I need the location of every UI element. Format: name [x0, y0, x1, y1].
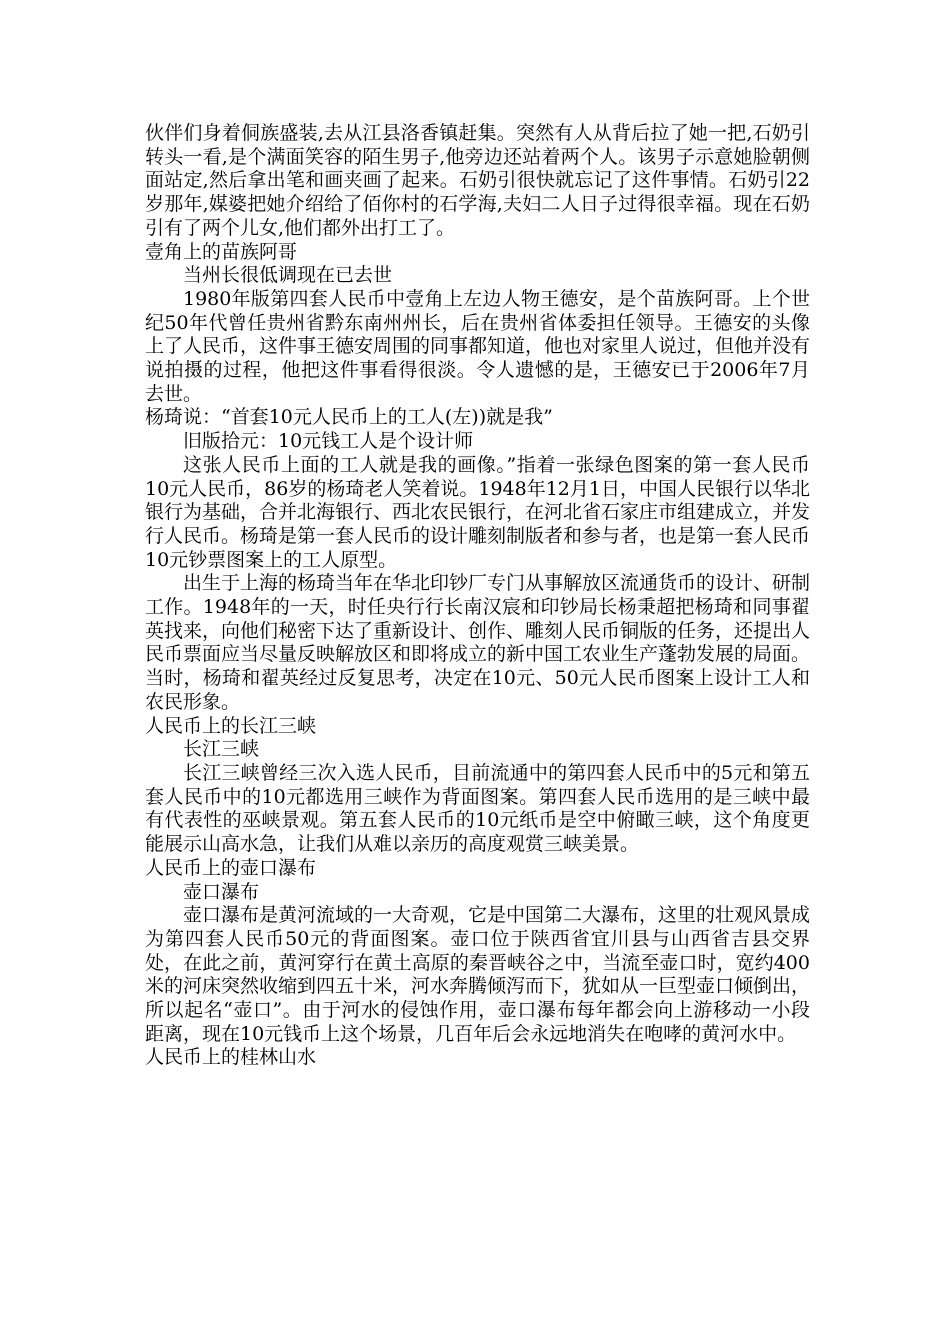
- paragraph-body: 长江三峡曾经三次入选人民币，目前流通中的第四套人民币中的5元和第五套人民币中的10元都选用三峡作为背面图案。第四套人民币选用的是三峡中最有代表性的巫峡景观。第五套人民币的10元纸币是空中俯瞰三峡，这个角度更能展示山高水急，让我们从难以亲历的高度观赏三峡美景。: [145, 761, 810, 856]
- section-subheading: 旧版拾元：10元钱工人是个设计师: [183, 430, 474, 453]
- paragraph-body: 壶口瀑布是黄河流域的一大奇观，它是中国第二大瀑布，这里的壮观风景成为第四套人民币50元的背面图案。壶口位于陕西省宜川县与山西省吉县交界处，在此之前，黄河穿行在黄土高原的秦晋峡谷之中，当流至壶口时，宽约400米的河床突然收缩到四五十米，河水奔腾倾泻而下，犹如从一巨型壶口倾倒出，所以起名“壶口”。由于河水的侵蚀作用，壶口瀑布每年都会向上游移动一小段距离，现在10元钱币上这个场景，几百年后会永远地消失在咆哮的黄河水中。: [145, 904, 811, 1045]
- section-heading: 人民币上的桂林山水: [145, 1046, 317, 1069]
- paragraph-body: 出生于上海的杨琦当年在华北印钞厂专门从事解放区流通货币的设计、研制工作。1948年的一天，时任央行行长南汉宸和印钞局长杨秉超把杨琦和同事翟英找来，向他们秘密下达了重新设计、创作、雕刻人民币铜版的任务，还提出人民币票面应当尽量反映解放区和即将成立的新中国工农业生产蓬勃发展的局面。当时，杨琦和翟英经过反复思考，决定在10元、50元人民币图案上设计工人和农民形象。: [145, 572, 811, 713]
- section-heading: 人民币上的长江三峡: [145, 714, 317, 737]
- paragraph-body: 1980年版第四套人民币中壹角上左边人物王德安，是个苗族阿哥。上个世纪50年代曾任贵州省黔东南州州长，后在贵州省体委担任领导。王德安的头像上了人民币，这件事王德安周围的同事都知道，他也对家里人说过，但他并没有说拍摄的过程，他把这件事看得很淡。令人遗憾的是，王德安已于2006年7月去世。: [145, 287, 811, 405]
- section-heading: 壹角上的苗族阿哥: [145, 240, 298, 263]
- paragraph-body: 这张人民币上面的工人就是我的画像。”指着一张绿色图案的第一套人民币10元人民币，86岁的杨琦老人笑着说。1948年12月1日，中国人民银行以华北银行为基础，合并北海银行、西北农民银行，在河北省石家庄市组建成立，并发行人民币。杨琦是第一套人民币的设计雕刻制版者和参与者，也是第一套人民币10元钞票图案上的工人原型。: [145, 453, 811, 571]
- document-page: [145, 122, 810, 1070]
- section-subheading: 长江三峡: [183, 738, 260, 761]
- paragraph-body: 伙伴们身着侗族盛装,去从江县洛香镇赶集。突然有人从背后拉了她一把,石奶引转头一看,是个满面笑容的陌生男子,他旁边还站着两个人。该男子示意她脸朝侧面站定,然后拿出笔和画夹画了起来。石奶引很快就忘记了这件事情。石奶引22岁那年,媒婆把她介绍给了佰你村的石学海,夫妇二人日子过得很幸福。现在石奶引有了两个儿女,他们都外出打工了。: [145, 122, 810, 239]
- section-heading: 杨琦说：“首套10元人民币上的工人(左))就是我”: [145, 406, 553, 429]
- section-subheading: 当州长很低调现在已去世: [183, 264, 393, 287]
- section-heading: 人民币上的壶口瀑布: [145, 856, 317, 879]
- section-subheading: 壶口瀑布: [183, 880, 260, 903]
